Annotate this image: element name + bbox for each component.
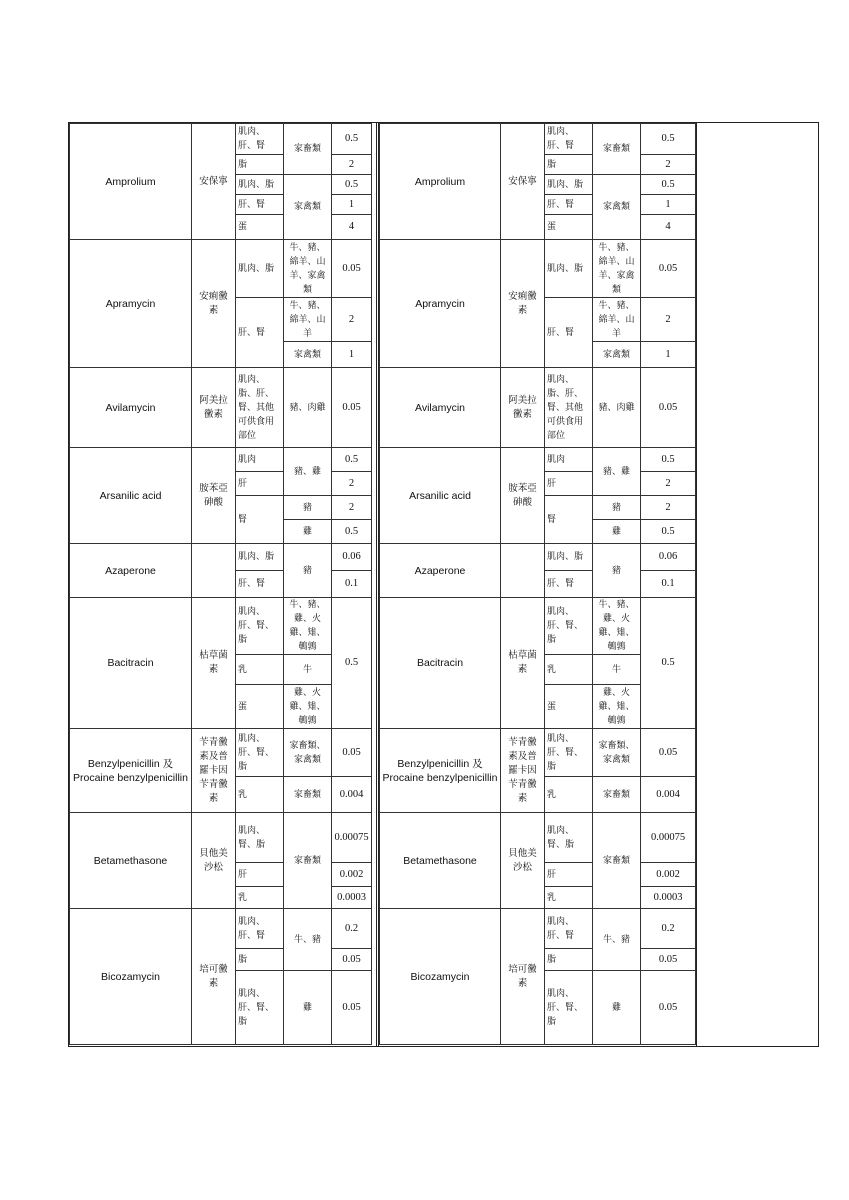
tissue-cell: 肌肉 — [238, 454, 257, 465]
mrl-table-right — [379, 123, 696, 1045]
drug-name: Avilamycin — [70, 368, 192, 448]
mrl-value: 2 — [332, 496, 372, 520]
mrl-value: 1 — [332, 195, 372, 215]
tissue-cell: 肝、腎 — [547, 199, 575, 210]
chinese-name: 培可黴 素 — [508, 963, 537, 989]
tissue-cell: 肌肉、 腎、脂 — [547, 825, 575, 850]
mrl-value: 2 — [641, 298, 696, 342]
tissue-cell: 肝、腎 — [547, 579, 575, 589]
chinese-name: 貝他美 沙松 — [508, 847, 537, 873]
species-cell: 家畜類 — [293, 855, 321, 866]
mrl-value: 0.5 — [332, 520, 372, 544]
species-cell: 雞 — [302, 1002, 312, 1013]
drug-name: Benzylpenicillin 及 Procaine benzylpenicillin — [73, 757, 188, 784]
table-row — [380, 240, 696, 298]
tissue-cell: 肌肉、 肝、腎 — [547, 127, 575, 151]
tissue-cell: 肌肉、 肝、腎 — [238, 916, 266, 941]
table-row — [380, 909, 696, 949]
mrl-value: 0.05 — [332, 949, 372, 971]
mrl-value: 0.05 — [641, 971, 696, 1045]
tissue-cell: 腎 — [238, 514, 248, 525]
species-cell: 家禽類 — [293, 349, 321, 360]
tissue-cell: 蛋 — [238, 701, 248, 712]
chinese-name: 安保寧 — [199, 175, 228, 187]
mrl-value: 1 — [332, 342, 372, 368]
mrl-table-left — [69, 123, 372, 1045]
drug-name: Betamethasone — [70, 813, 192, 909]
species-cell: 雞、火 雞、雉、 鵪鶉 — [289, 687, 326, 726]
mrl-value: 0.5 — [641, 124, 696, 155]
chinese-name: 苄青黴 素及普 羅卡因 苄青黴 素 — [508, 736, 537, 804]
mrl-value: 0.5 — [332, 598, 372, 729]
species-cell: 豬、雞 — [293, 466, 321, 477]
table-row — [380, 368, 696, 448]
drug-name: Bacitracin — [380, 598, 501, 729]
mrl-value: 0.5 — [641, 520, 696, 544]
mrl-value: 0.5 — [332, 175, 372, 195]
chinese-name: 貝他美 沙松 — [199, 847, 228, 873]
tissue-cell: 肝、腎 — [238, 199, 266, 210]
table-row — [70, 240, 372, 298]
chinese-name: 胺苯亞 砷酸 — [199, 482, 228, 508]
tissue-cell: 肝、腎 — [547, 327, 575, 338]
species-cell: 家畜類 — [602, 144, 630, 154]
mrl-value: 2 — [641, 496, 696, 520]
tissue-cell: 乳 — [547, 789, 557, 800]
table-row — [70, 813, 372, 863]
table-row — [380, 448, 696, 472]
chinese-name: 安痢黴 素 — [508, 290, 537, 316]
tissue-cell: 乳 — [238, 892, 248, 903]
tissue-cell: 脂 — [547, 159, 557, 170]
species-cell: 家禽類 — [293, 202, 321, 212]
species-cell: 豬、肉雞 — [598, 402, 635, 413]
chinese-name: 安保寧 — [508, 175, 537, 187]
tissue-cell: 乳 — [547, 892, 557, 903]
species-cell: 家畜類 — [602, 789, 630, 800]
mrl-value: 0.06 — [641, 544, 696, 571]
species-cell: 雞、火 雞、雉、 鵪鶉 — [598, 687, 635, 726]
mrl-value: 2 — [641, 472, 696, 496]
mrl-value: 0.05 — [332, 971, 372, 1045]
tissue-cell: 乳 — [547, 664, 557, 675]
tissue-cell: 腎 — [547, 514, 557, 525]
tissue-cell: 肌肉、 肝、腎 — [238, 127, 266, 151]
drug-name: Arsanilic acid — [70, 448, 192, 544]
mrl-value: 0.5 — [641, 448, 696, 472]
species-cell: 家畜類 — [293, 789, 321, 800]
mrl-value: 0.5 — [332, 448, 372, 472]
species-cell: 牛、豬、 綿羊、山 羊、家禽 類 — [598, 242, 635, 295]
drug-name: Avilamycin — [380, 368, 501, 448]
mrl-value: 4 — [332, 215, 372, 240]
mrl-value: 0.05 — [641, 368, 696, 448]
mrl-value: 0.2 — [641, 909, 696, 949]
mrl-value: 2 — [332, 298, 372, 342]
table-row — [70, 368, 372, 448]
drug-name: Bicozamycin — [70, 909, 192, 1045]
column-divider — [376, 122, 377, 1047]
species-cell: 牛、豬、 雞、火 雞、雉、 鵪鶉 — [598, 600, 635, 652]
tissue-cell: 肝、腎 — [238, 579, 266, 589]
mrl-value: 0.5 — [641, 175, 696, 195]
species-cell: 雞 — [302, 526, 312, 537]
table-row — [70, 448, 372, 472]
species-cell: 牛、豬、 雞、火 雞、雉、 鵪鶉 — [289, 600, 326, 652]
drug-name: Amprolium — [380, 124, 501, 240]
tissue-cell: 乳 — [238, 789, 248, 800]
mrl-value: 0.0003 — [641, 887, 696, 909]
mrl-value: 0.5 — [641, 598, 696, 729]
drug-name: Benzylpenicillin 及 Procaine benzylpenicillin — [382, 757, 498, 784]
mrl-value: 0.00075 — [641, 813, 696, 863]
species-cell: 雞 — [611, 1002, 621, 1013]
chinese-name: 安痢黴 素 — [199, 290, 228, 316]
drug-name: Apramycin — [70, 240, 192, 368]
mrl-value: 1 — [641, 195, 696, 215]
mrl-value: 0.1 — [332, 571, 372, 598]
tissue-cell: 肌肉、脂 — [238, 263, 275, 274]
table-row — [70, 909, 372, 949]
table-row — [70, 729, 372, 777]
mrl-value: 2 — [332, 472, 372, 496]
mrl-value: 0.05 — [641, 729, 696, 777]
tissue-cell: 肌肉、 肝、腎、 脂 — [547, 607, 584, 645]
species-cell: 家畜類、 家禽類 — [289, 740, 326, 765]
tissue-cell: 脂 — [547, 954, 557, 965]
mrl-value: 4 — [641, 215, 696, 240]
mrl-value: 0.002 — [641, 863, 696, 887]
species-cell: 豬、雞 — [602, 466, 630, 477]
tissue-cell: 脂 — [238, 954, 248, 965]
mrl-value: 0.004 — [332, 777, 372, 813]
chinese-name: 苄青黴 素及普 羅卡因 苄青黴 素 — [199, 736, 228, 804]
mrl-value: 1 — [641, 342, 696, 368]
tissue-cell: 肝 — [238, 478, 248, 489]
mrl-value: 0.05 — [332, 240, 372, 298]
chinese-name: 胺苯亞 砷酸 — [508, 482, 537, 508]
mrl-value: 2 — [641, 155, 696, 175]
table-row — [70, 598, 372, 655]
species-cell: 牛、豬 — [602, 934, 630, 945]
tissue-cell: 脂 — [238, 159, 248, 170]
tissue-cell: 蛋 — [547, 701, 557, 712]
species-cell: 牛、豬、 綿羊、山 羊 — [289, 300, 326, 339]
mrl-value: 0.0003 — [332, 887, 372, 909]
tissue-cell: 肌肉、 肝、腎、 脂 — [238, 733, 275, 772]
mrl-value: 0.2 — [332, 909, 372, 949]
tissue-cell: 肌肉 — [547, 454, 566, 465]
species-cell: 豬、肉雞 — [289, 402, 326, 413]
tissue-cell: 肌肉、脂 — [238, 552, 275, 562]
mrl-value: 0.004 — [641, 777, 696, 813]
species-cell: 家禽類 — [602, 349, 630, 360]
table-row — [380, 729, 696, 777]
drug-name: Amprolium — [70, 124, 192, 240]
mrl-value: 0.05 — [332, 368, 372, 448]
tissue-cell: 肌肉、 腎、脂 — [238, 825, 266, 850]
mrl-value: 0.05 — [641, 240, 696, 298]
table-row — [380, 813, 696, 863]
species-cell: 牛、豬 — [293, 934, 321, 945]
mrl-value: 0.05 — [641, 949, 696, 971]
table-row — [70, 124, 372, 155]
mrl-value: 0.1 — [641, 571, 696, 598]
drug-name: Azaperone — [380, 544, 501, 598]
species-cell: 牛、豬、 綿羊、山 羊 — [598, 300, 635, 339]
species-cell: 雞 — [611, 526, 621, 537]
tissue-cell: 蛋 — [547, 222, 557, 232]
right-margin-line — [696, 122, 697, 1047]
species-cell: 牛 — [302, 664, 312, 675]
species-cell: 家畜類、 家禽類 — [598, 740, 635, 765]
mrl-value: 0.002 — [332, 863, 372, 887]
species-cell: 豬 — [611, 565, 621, 576]
species-cell: 牛、豬、 綿羊、山 羊、家禽 類 — [289, 242, 326, 295]
mrl-value: 0.5 — [332, 124, 372, 155]
species-cell: 家禽類 — [602, 202, 630, 212]
drug-name: Arsanilic acid — [380, 448, 501, 544]
tissue-cell: 肝、腎 — [238, 327, 266, 338]
drug-name: Bacitracin — [70, 598, 192, 729]
species-cell: 豬 — [302, 565, 312, 576]
drug-name: Betamethasone — [380, 813, 501, 909]
species-cell: 豬 — [302, 502, 312, 513]
chinese-name: 培可黴 素 — [199, 963, 228, 989]
tissue-cell: 乳 — [238, 664, 248, 675]
chinese-name: 阿美拉 黴素 — [508, 394, 537, 420]
tissue-cell: 肌肉、 肝、腎、 脂 — [547, 733, 584, 772]
species-cell: 牛 — [611, 664, 621, 675]
table-row — [380, 544, 696, 571]
drug-name: Bicozamycin — [380, 909, 501, 1045]
drug-name: Azaperone — [70, 544, 192, 598]
species-cell: 家畜類 — [293, 144, 321, 154]
mrl-value: 0.00075 — [332, 813, 372, 863]
table-row — [380, 124, 696, 155]
table-row — [380, 598, 696, 655]
drug-name: Apramycin — [380, 240, 501, 368]
mrl-value: 0.05 — [332, 729, 372, 777]
tissue-cell: 肌肉、脂 — [547, 179, 584, 190]
chinese-name: 阿美拉 黴素 — [199, 394, 228, 420]
tissue-cell: 肝 — [238, 869, 248, 880]
chinese-name: 枯草菌 素 — [199, 650, 228, 675]
species-cell: 家畜類 — [602, 855, 630, 866]
tissue-cell: 肌肉、 肝、腎 — [547, 916, 575, 941]
tissue-cell: 肌肉、 脂、肝、 腎、其他 可供食用 部位 — [238, 374, 275, 441]
tissue-cell: 肌肉、 肝、腎、 脂 — [238, 607, 275, 645]
species-cell: 豬 — [611, 502, 621, 513]
tissue-cell: 肌肉、 肝、腎、 脂 — [547, 988, 584, 1027]
table-row — [70, 544, 372, 571]
tissue-cell: 肌肉、 肝、腎、 脂 — [238, 988, 275, 1027]
tissue-cell: 肌肉、脂 — [547, 263, 584, 274]
mrl-value: 0.06 — [332, 544, 372, 571]
tissue-cell: 肝 — [547, 478, 557, 489]
mrl-value: 2 — [332, 155, 372, 175]
tissue-cell: 肌肉、脂 — [547, 552, 584, 562]
tissue-cell: 肌肉、 脂、肝、 腎、其他 可供食用 部位 — [547, 374, 584, 441]
tissue-cell: 蛋 — [238, 222, 248, 232]
chinese-name: 枯草菌 素 — [508, 650, 537, 675]
tissue-cell: 肝 — [547, 869, 557, 880]
tissue-cell: 肌肉、脂 — [238, 179, 275, 190]
